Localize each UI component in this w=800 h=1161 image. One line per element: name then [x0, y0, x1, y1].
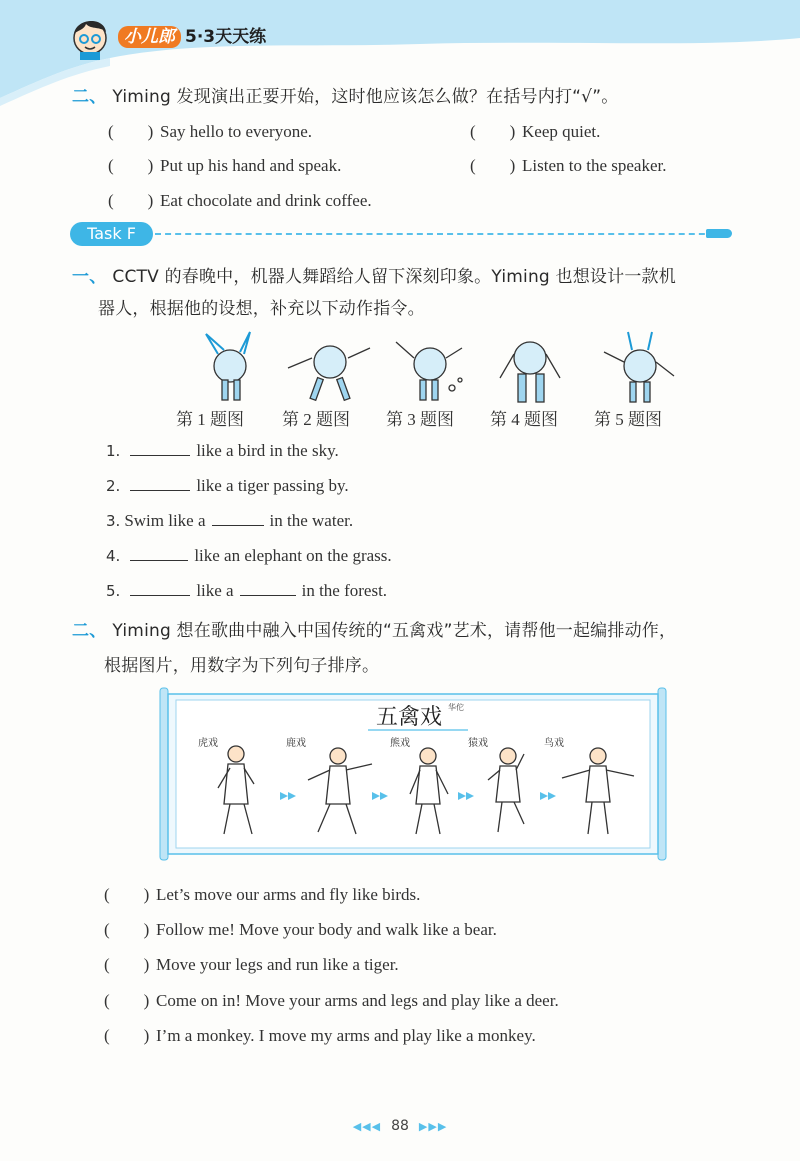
answer-blank[interactable] [130, 547, 188, 561]
item-text: like a bird in the sky. [196, 441, 339, 460]
item-text: Swim like a [124, 511, 206, 530]
robot-rabbit-icon [604, 332, 674, 402]
figure-label: 第 5 题图 [594, 410, 662, 429]
brand-series: 5·3天天练 [185, 27, 267, 47]
answer-paren[interactable]: ( ) [104, 885, 150, 904]
answer-blank[interactable] [130, 582, 190, 596]
mascot-icon [66, 12, 114, 60]
page-number-value: 88 [391, 1118, 409, 1134]
order-item[interactable] [104, 950, 399, 975]
animal-label: 鸟戏 [544, 738, 564, 749]
item-number: 4. [106, 547, 121, 565]
scroll-title: 五禽戏 [376, 705, 443, 730]
answer-paren[interactable]: ( ) [108, 156, 154, 175]
item-number: 1. [106, 442, 121, 460]
figure-label: 第 4 题图 [490, 410, 558, 429]
left-arrows-icon: ◀◀◀ [352, 1120, 382, 1133]
order-item[interactable] [104, 986, 559, 1011]
answer-paren[interactable]: ( ) [104, 1026, 150, 1045]
option-item[interactable] [470, 151, 666, 176]
robot-elephant-icon [500, 342, 560, 402]
scroll-subtitle: 华佗 [448, 703, 464, 712]
robot-tiger-icon [288, 346, 370, 400]
animal-label: 猿戏 [468, 738, 488, 749]
option-text: Keep quiet. [522, 122, 601, 141]
fill-item [106, 511, 353, 531]
option-item[interactable] [108, 186, 372, 211]
question-instruction-line2: 根据图片，用数字为下列句子排序。 [104, 656, 380, 676]
question-heading [72, 616, 676, 641]
brand-title [118, 22, 266, 47]
answer-paren[interactable]: ( ) [470, 156, 516, 175]
answer-blank[interactable] [240, 582, 296, 596]
question-instruction-line1: CCTV 的春晚中，机器人舞蹈给人留下深刻印象。Yiming 也想设计一款机 [112, 267, 676, 287]
item-number: 5. [106, 582, 121, 600]
option-text: Say hello to everyone. [160, 122, 313, 141]
question-heading [72, 262, 676, 287]
item-text: like an elephant on the grass. [194, 546, 392, 565]
order-item[interactable] [104, 880, 420, 905]
wuqinxi-scroll [158, 684, 668, 864]
question-heading [72, 82, 618, 107]
item-text: in the forest. [301, 581, 388, 600]
option-text: I’m a monkey. I move my arms and play like a monkey. [156, 1026, 536, 1045]
answer-paren[interactable]: ( ) [104, 955, 150, 974]
item-text: like a [196, 581, 234, 600]
fill-item [106, 441, 339, 461]
option-text: Follow me! Move your body and walk like a bear. [156, 920, 497, 939]
option-item[interactable] [108, 151, 341, 176]
animal-label: 鹿戏 [286, 738, 306, 749]
question-instruction: Yiming 发现演出正要开始，这时他应该怎么做？在括号内打“√”。 [112, 87, 619, 107]
robot-bird-icon [206, 332, 250, 400]
answer-paren[interactable]: ( ) [108, 191, 154, 210]
item-number: 2. [106, 477, 121, 495]
answer-blank[interactable] [130, 442, 190, 456]
answer-paren[interactable]: ( ) [108, 122, 154, 141]
question-number: 一、 [72, 267, 107, 287]
option-text: Move your legs and run like a tiger. [156, 955, 399, 974]
figure-label: 第 2 题图 [282, 410, 350, 429]
option-text: Come on in! Move your arms and legs and play like a deer. [156, 991, 559, 1010]
figure-label: 第 1 题图 [176, 410, 244, 429]
fill-item [106, 546, 392, 566]
robot-fish-icon [396, 342, 462, 400]
item-number: 3. [106, 512, 121, 530]
option-text: Eat chocolate and drink coffee. [160, 191, 372, 210]
option-item[interactable] [108, 117, 312, 142]
answer-paren[interactable]: ( ) [470, 122, 516, 141]
answer-paren[interactable]: ( ) [104, 991, 150, 1010]
task-tag: Task F [70, 222, 153, 246]
answer-blank[interactable] [212, 512, 264, 526]
option-text: Let’s move our arms and fly like birds. [156, 885, 421, 904]
robot-illustrations [200, 328, 680, 406]
pencil-icon [706, 229, 732, 238]
brand-logo: 小儿郎 [118, 26, 181, 48]
order-item[interactable] [104, 915, 497, 940]
option-item[interactable] [470, 117, 600, 142]
answer-blank[interactable] [130, 477, 190, 491]
figure-label: 第 3 题图 [386, 410, 454, 429]
item-text: in the water. [269, 511, 354, 530]
item-text: like a tiger passing by. [196, 476, 349, 495]
right-arrows-icon: ▶▶▶ [418, 1120, 448, 1133]
question-instruction-line1: Yiming 想在歌曲中融入中国传统的“五禽戏”艺术，请帮他一起编排动作， [112, 621, 677, 641]
page-number [0, 1118, 800, 1134]
task-divider [155, 233, 725, 235]
animal-label: 虎戏 [198, 738, 218, 749]
question-instruction-line2: 器人，根据他的设想，补充以下动作指令。 [98, 299, 425, 319]
animal-label: 熊戏 [390, 738, 410, 749]
option-text: Put up his hand and speak. [160, 156, 342, 175]
option-text: Listen to the speaker. [522, 156, 667, 175]
question-number: 二、 [72, 87, 107, 107]
fill-item [106, 476, 349, 496]
answer-paren[interactable]: ( ) [104, 920, 150, 939]
fill-item [106, 581, 387, 601]
question-number: 二、 [72, 621, 107, 641]
order-item[interactable] [104, 1021, 536, 1046]
